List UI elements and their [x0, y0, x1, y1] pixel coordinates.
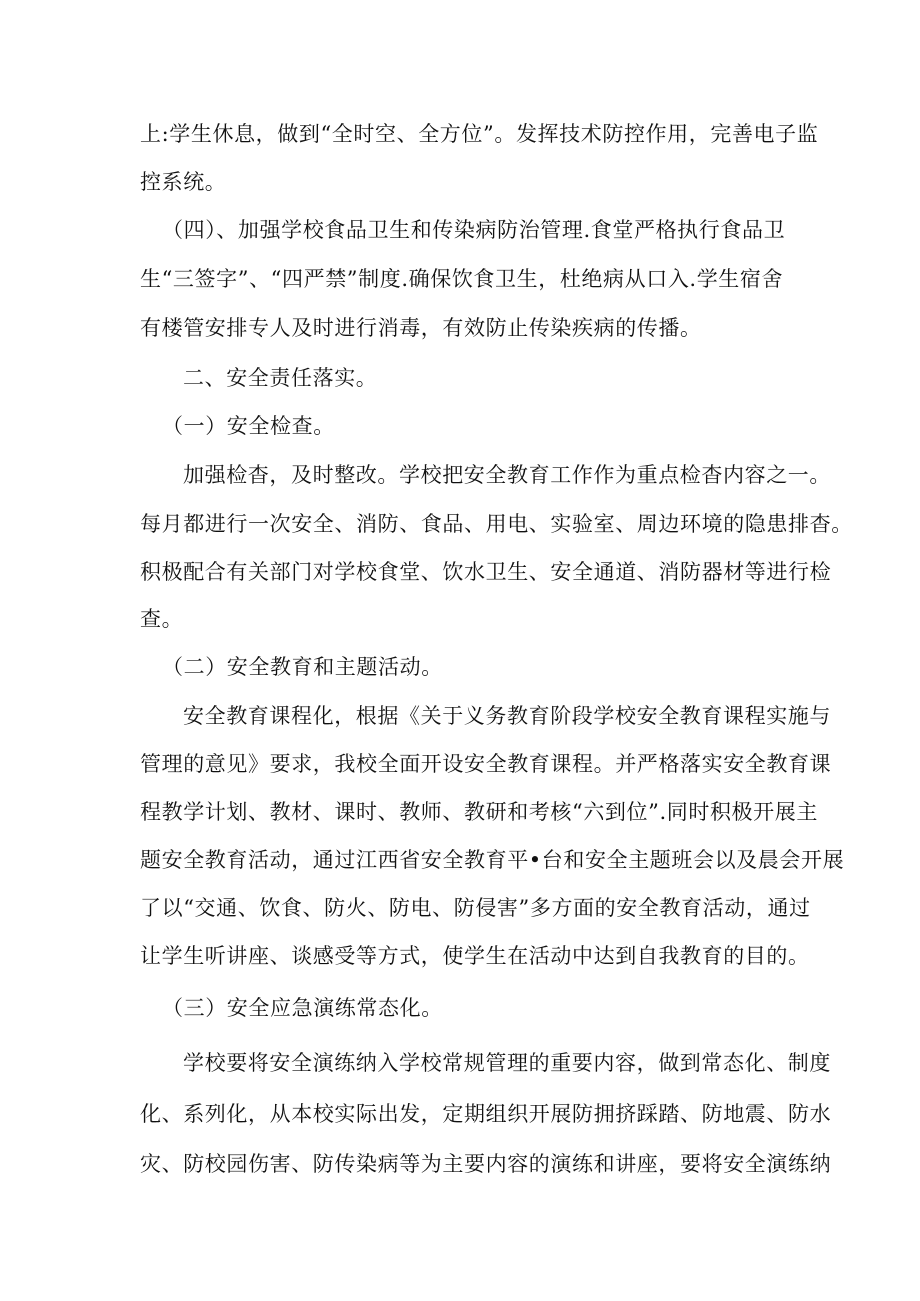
text-line: 加强检杳，及时整改。学校把安全教育工作作为重点检杳内容之一。: [183, 463, 831, 487]
text-line: （四）、加强学校食品卫生和传染病防治管理.食堂严格执行食品卫: [162, 218, 786, 242]
text-line: 灾、防校园伤害、防传染病等为主要内容的演练和讲座，要将安全演练纳: [140, 1152, 832, 1176]
text-line: 控系统。: [140, 170, 227, 194]
text-line: 上:学生休息，做到“全时空、全方位”。发挥技术防控作用，完善电子监: [140, 122, 819, 146]
text-line: 了以“交通、饮食、防火、防电、防侵害”多方面的安全教育活动，通过: [140, 896, 811, 920]
text-line: 让学生听讲座、谈感受等方式，使学生在活动中达到自我教育的目的。: [140, 944, 810, 968]
text-line: 学校要将安全演练纳入学校常规管理的重要内容，做到常态化、制度: [183, 1051, 831, 1075]
subsection-heading: （二）安全教育和主题活动。: [162, 655, 443, 679]
text-line: 每月都进行一次安全、消防、食品、用电、实验室、周边环境的隐患排杳。: [140, 512, 853, 536]
text-line: 积极配合有关部门对学校食堂、饮水卫生、安全通道、消防器材等进行检: [140, 560, 832, 584]
text-line: 化、系列化，从本校实际出发，定期组织开展防拥挤踩踏、防地震、防水: [140, 1102, 832, 1126]
text-line: 管理的意见》要求，我校全面开设安全教育课程。并严格落实安全教育课: [140, 752, 832, 776]
text-line: 有楼管安排专人及时进行消毒，有效防止传染疾病的传播。: [140, 316, 702, 340]
text-line: 安全教育课程化，根据《关于义务教育阶段学校安全教育课程实施与: [183, 704, 831, 728]
section-heading: 二、安全责任落实。: [183, 366, 378, 390]
text-line: 查。: [140, 607, 184, 631]
text-line: 生“三签字”、“四严禁”制度.确保饮食卫生，杜绝病从口入.学生宿舍: [140, 267, 784, 291]
subsection-heading: （三）安全应急演练常态化。: [162, 996, 443, 1020]
text-line: 程教学计划、教材、课时、教师、教研和考核“六到位”.同时积极开展主: [140, 800, 818, 824]
text-line: 题安全教育活动，通过江西省安全教育平•台和安全主题班会以及晨会开展: [140, 848, 845, 872]
subsection-heading: （一）安全检查。: [162, 414, 335, 438]
